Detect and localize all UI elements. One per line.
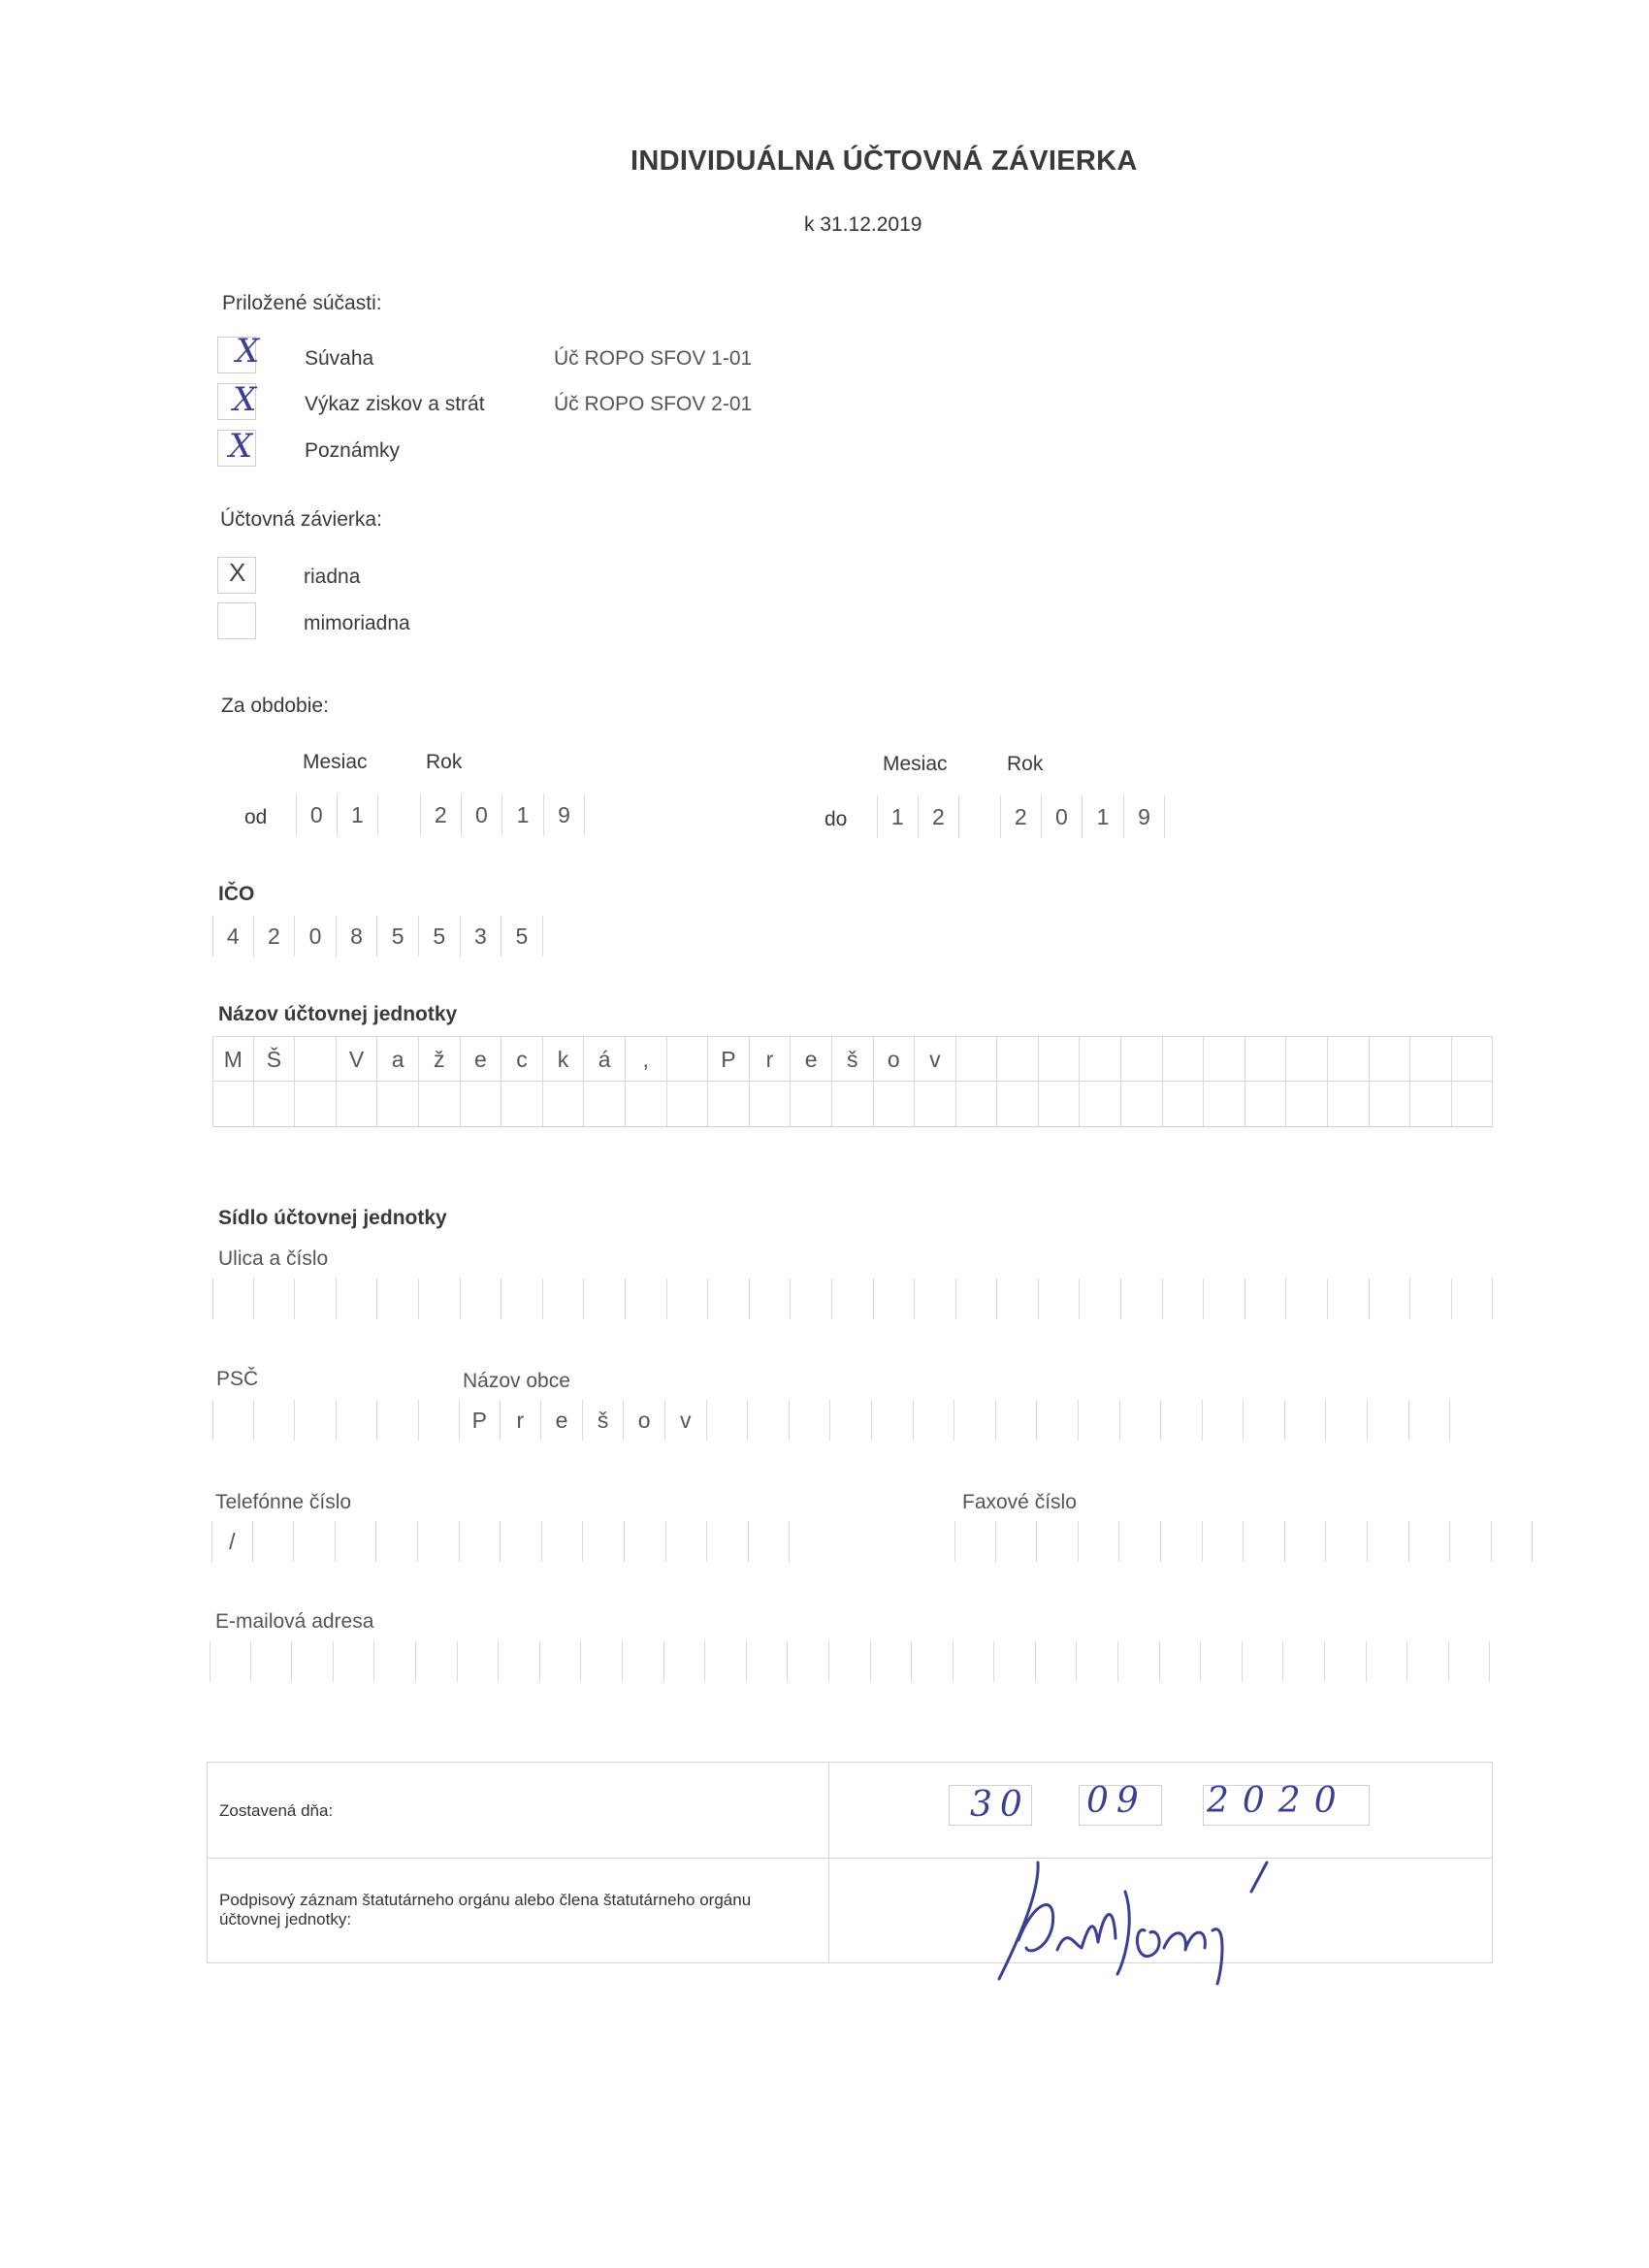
char-cell[interactable] (1163, 1279, 1205, 1319)
char-cell[interactable] (377, 1400, 419, 1441)
char-cell[interactable] (294, 1521, 336, 1562)
char-cell[interactable] (542, 1521, 584, 1562)
digit-cell[interactable]: 8 (337, 916, 378, 956)
from-month-label: Mesiac (303, 751, 368, 773)
char-cell[interactable]: / (211, 1521, 253, 1562)
attachment-name: Výkaz ziskov a strát (305, 393, 485, 415)
closing-type-label: Účtovná závierka: (220, 508, 382, 531)
char-cell[interactable] (748, 1400, 790, 1441)
char-cell[interactable] (708, 1082, 750, 1126)
char-cell[interactable] (956, 1037, 998, 1082)
char-cell[interactable] (832, 1279, 874, 1319)
char-cell[interactable] (1120, 1400, 1162, 1441)
char-cell[interactable] (788, 1641, 829, 1682)
digit-cell[interactable]: 3 (461, 916, 502, 956)
digit-cell[interactable]: 2 (919, 795, 960, 838)
date-day-handwritten: 30 (970, 1785, 1030, 1825)
char-cell[interactable]: P (459, 1400, 501, 1441)
to-year-cells[interactable] (1000, 795, 1165, 838)
char-cell[interactable] (747, 1641, 789, 1682)
char-cell[interactable]: M (212, 1037, 254, 1082)
char-cell[interactable] (872, 1400, 914, 1441)
date-month-handwritten: 09 (1086, 1781, 1147, 1821)
digit-cell[interactable]: 0 (295, 916, 337, 956)
char-cell[interactable] (829, 1641, 871, 1682)
char-cell[interactable]: r (750, 1037, 792, 1082)
to-month-cells[interactable] (877, 795, 959, 838)
char-cell[interactable]: v (665, 1400, 707, 1441)
char-cell[interactable]: o (624, 1400, 665, 1441)
char-cell[interactable] (996, 1521, 1038, 1562)
char-cell[interactable] (915, 1279, 956, 1319)
char-cell[interactable] (1039, 1037, 1081, 1082)
char-cell[interactable] (1077, 1641, 1118, 1682)
signature-label-line-1: Podpisový záznam štatutárneho orgánu alebo člena štatutárneho orgánu (219, 1891, 752, 1909)
char-cell[interactable] (251, 1641, 293, 1682)
attachments-label: Priložené súčasti: (222, 292, 382, 314)
closing-checkbox[interactable] (217, 602, 256, 639)
char-cell[interactable]: e (541, 1400, 583, 1441)
char-cell[interactable] (750, 1279, 792, 1319)
char-cell[interactable] (337, 1279, 378, 1319)
char-cell[interactable] (1161, 1521, 1203, 1562)
char-cell[interactable] (790, 1400, 831, 1441)
char-cell[interactable] (460, 1521, 501, 1562)
char-cell[interactable] (543, 1082, 585, 1126)
char-cell[interactable] (1204, 1279, 1245, 1319)
char-cell[interactable] (1328, 1279, 1370, 1319)
char-cell[interactable] (994, 1641, 1036, 1682)
attachment-code: Úč ROPO SFOV 1-01 (554, 347, 753, 370)
unit-name-row-1[interactable] (212, 1036, 1493, 1082)
char-cell[interactable] (212, 1082, 254, 1126)
digit-cell[interactable]: 5 (377, 916, 419, 956)
char-cell[interactable] (334, 1641, 375, 1682)
char-cell[interactable] (1037, 1521, 1079, 1562)
char-cell[interactable] (1201, 1641, 1243, 1682)
char-cell[interactable] (1079, 1521, 1120, 1562)
digit-cell[interactable]: 1 (502, 794, 544, 836)
char-cell[interactable] (253, 1521, 295, 1562)
char-cell[interactable] (1449, 1641, 1491, 1682)
char-cell[interactable]: á (584, 1037, 626, 1082)
char-cell[interactable] (1039, 1082, 1081, 1126)
street-label: Ulica a číslo (218, 1247, 329, 1270)
email-cells[interactable] (210, 1641, 1490, 1682)
char-cell[interactable] (295, 1400, 337, 1441)
char-cell[interactable] (374, 1641, 416, 1682)
fax-cells[interactable] (954, 1521, 1533, 1562)
char-cell[interactable] (1367, 1641, 1408, 1682)
char-cell[interactable] (1410, 1279, 1452, 1319)
char-cell[interactable] (997, 1279, 1039, 1319)
char-cell[interactable] (1286, 1279, 1328, 1319)
char-cell[interactable] (954, 1521, 996, 1562)
ico-cells[interactable] (212, 916, 543, 956)
char-cell[interactable] (1492, 1521, 1534, 1562)
from-month-cells[interactable] (296, 794, 378, 836)
char-cell[interactable]: e (461, 1037, 502, 1082)
char-cell[interactable] (1119, 1521, 1161, 1562)
char-cell[interactable] (1452, 1037, 1494, 1082)
char-cell[interactable] (956, 1279, 998, 1319)
char-cell[interactable]: š (832, 1037, 874, 1082)
char-cell[interactable] (871, 1641, 913, 1682)
char-cell[interactable] (376, 1521, 418, 1562)
char-cell[interactable] (584, 1082, 626, 1126)
char-cell[interactable] (664, 1641, 706, 1682)
char-cell[interactable]: o (874, 1037, 916, 1082)
char-cell[interactable] (707, 1400, 749, 1441)
char-cell[interactable] (1370, 1082, 1411, 1126)
digit-cell[interactable]: 1 (877, 795, 919, 838)
char-cell[interactable] (337, 1400, 378, 1441)
char-cell[interactable] (667, 1279, 709, 1319)
char-cell[interactable] (543, 1279, 585, 1319)
char-cell[interactable] (1409, 1521, 1451, 1562)
char-cell[interactable] (337, 1082, 378, 1126)
digit-cell[interactable]: 4 (212, 916, 254, 956)
handwritten-signature (980, 1833, 1406, 1989)
attachment-name: Poznámky (305, 439, 401, 462)
to-year-label: Rok (1007, 753, 1044, 775)
char-cell[interactable] (1370, 1037, 1411, 1082)
char-cell[interactable] (1368, 1400, 1409, 1441)
char-cell[interactable]: c (501, 1037, 543, 1082)
char-cell[interactable] (1244, 1400, 1285, 1441)
char-cell[interactable] (418, 1521, 460, 1562)
check-x-mark: X (236, 332, 260, 371)
char-cell[interactable] (1037, 1400, 1079, 1441)
char-cell[interactable] (666, 1521, 708, 1562)
digit-cell[interactable]: 1 (338, 794, 379, 836)
char-cell[interactable] (1204, 1082, 1245, 1126)
digit-cell[interactable]: 9 (1124, 795, 1166, 838)
char-cell[interactable] (626, 1279, 667, 1319)
char-cell[interactable] (1245, 1279, 1287, 1319)
char-cell[interactable] (581, 1641, 623, 1682)
char-cell[interactable] (1204, 1037, 1245, 1082)
char-cell[interactable] (1410, 1082, 1452, 1126)
char-cell[interactable] (295, 1279, 337, 1319)
char-cell[interactable] (499, 1641, 540, 1682)
char-cell[interactable] (1326, 1400, 1368, 1441)
char-cell[interactable] (750, 1082, 792, 1126)
char-cell[interactable] (377, 1082, 419, 1126)
psc-cells[interactable] (212, 1400, 419, 1441)
char-cell[interactable] (791, 1279, 832, 1319)
period-label: Za obdobie: (221, 695, 329, 717)
char-cell[interactable] (419, 1279, 461, 1319)
closing-option-name: mimoriadna (304, 612, 410, 634)
char-cell[interactable] (1244, 1521, 1285, 1562)
char-cell[interactable] (1039, 1279, 1081, 1319)
check-x-mark: X (233, 380, 257, 419)
street-cells[interactable] (212, 1279, 1493, 1319)
char-cell[interactable] (1160, 1641, 1202, 1682)
char-cell[interactable] (1118, 1641, 1160, 1682)
char-cell[interactable] (1080, 1279, 1121, 1319)
char-cell[interactable] (292, 1641, 334, 1682)
char-cell[interactable] (1285, 1521, 1327, 1562)
from-year-cells[interactable] (420, 794, 585, 836)
char-cell[interactable] (501, 1082, 543, 1126)
to-month-label: Mesiac (883, 753, 948, 775)
char-cell[interactable]: Š (254, 1037, 296, 1082)
char-cell[interactable] (461, 1279, 502, 1319)
digit-cell[interactable]: 2 (420, 794, 462, 836)
char-cell[interactable] (1079, 1400, 1120, 1441)
char-cell[interactable]: š (583, 1400, 625, 1441)
char-cell[interactable] (254, 1400, 296, 1441)
digit-cell[interactable]: 9 (544, 794, 586, 836)
char-cell[interactable] (583, 1521, 625, 1562)
char-cell[interactable] (1286, 1037, 1328, 1082)
char-cell[interactable] (1283, 1641, 1325, 1682)
char-cell[interactable] (501, 1279, 543, 1319)
char-cell[interactable]: ž (419, 1037, 461, 1082)
char-cell[interactable] (667, 1082, 709, 1126)
check-x-mark: X (229, 427, 253, 466)
char-cell[interactable] (1326, 1521, 1368, 1562)
char-cell[interactable] (1080, 1037, 1121, 1082)
char-cell[interactable] (791, 1082, 832, 1126)
attachment-code: Úč ROPO SFOV 2-01 (554, 393, 753, 415)
char-cell[interactable] (749, 1521, 791, 1562)
char-cell[interactable] (874, 1279, 916, 1319)
char-cell[interactable] (210, 1641, 251, 1682)
char-cell[interactable] (1121, 1082, 1163, 1126)
fax-label: Faxové číslo (962, 1491, 1077, 1513)
char-cell[interactable] (956, 1082, 998, 1126)
char-cell[interactable]: k (543, 1037, 585, 1082)
char-cell[interactable] (1121, 1279, 1163, 1319)
char-cell[interactable] (212, 1279, 254, 1319)
char-cell[interactable] (997, 1037, 1039, 1082)
char-cell[interactable]: V (337, 1037, 378, 1082)
phone-cells[interactable] (211, 1521, 790, 1562)
document-title: INDIVIDUÁLNA ÚČTOVNÁ ZÁVIERKA (630, 146, 1138, 177)
char-cell[interactable] (254, 1082, 296, 1126)
char-cell[interactable] (1036, 1641, 1078, 1682)
char-cell[interactable] (1121, 1037, 1163, 1082)
char-cell[interactable] (1080, 1082, 1121, 1126)
digit-cell[interactable]: 5 (501, 916, 543, 956)
char-cell[interactable] (1328, 1082, 1370, 1126)
char-cell[interactable] (705, 1641, 747, 1682)
char-cell[interactable] (1407, 1641, 1449, 1682)
digit-cell[interactable]: 2 (254, 916, 296, 956)
from-label: od (244, 806, 268, 828)
unit-name-row-2[interactable] (212, 1081, 1493, 1127)
char-cell[interactable] (295, 1037, 337, 1082)
char-cell[interactable] (708, 1279, 750, 1319)
digit-cell[interactable]: 5 (419, 916, 461, 956)
char-cell[interactable] (830, 1400, 872, 1441)
seat-label: Sídlo účtovnej jednotky (218, 1207, 447, 1229)
char-cell[interactable] (1325, 1641, 1367, 1682)
char-cell[interactable] (1286, 1082, 1328, 1126)
char-cell[interactable] (584, 1279, 626, 1319)
char-cell[interactable] (1450, 1521, 1492, 1562)
char-cell[interactable]: e (791, 1037, 832, 1082)
char-cell[interactable] (295, 1082, 337, 1126)
char-cell[interactable] (1245, 1082, 1287, 1126)
char-cell[interactable] (212, 1400, 254, 1441)
to-label: do (824, 808, 848, 830)
char-cell[interactable] (625, 1521, 666, 1562)
compiled-date-label: Zostavená dňa: (219, 1801, 334, 1820)
digit-cell[interactable]: 2 (1000, 795, 1042, 838)
digit-cell[interactable]: 0 (296, 794, 338, 836)
char-cell[interactable] (996, 1400, 1038, 1441)
char-cell[interactable] (1328, 1037, 1370, 1082)
signature-label (219, 1891, 821, 1929)
char-cell[interactable] (458, 1641, 500, 1682)
from-year-label: Rok (426, 751, 463, 773)
city-label: Názov obce (463, 1370, 570, 1392)
char-cell[interactable] (1452, 1279, 1494, 1319)
char-cell[interactable] (626, 1082, 667, 1126)
table-divider (828, 1763, 829, 1962)
char-cell[interactable] (1452, 1082, 1494, 1126)
char-cell[interactable] (874, 1082, 916, 1126)
char-cell[interactable] (1243, 1641, 1284, 1682)
char-cell[interactable] (1370, 1279, 1411, 1319)
char-cell[interactable] (997, 1082, 1039, 1126)
attachment-name: Súvaha (305, 347, 374, 370)
digit-cell[interactable]: 0 (1042, 795, 1083, 838)
char-cell[interactable] (623, 1641, 664, 1682)
char-cell[interactable]: a (377, 1037, 419, 1082)
check-x-mark: X (229, 558, 246, 587)
char-cell[interactable]: P (708, 1037, 750, 1082)
psc-label: PSČ (216, 1368, 259, 1390)
char-cell[interactable] (1410, 1037, 1452, 1082)
char-cell[interactable]: r (501, 1400, 542, 1441)
char-cell[interactable] (540, 1641, 582, 1682)
char-cell[interactable] (1285, 1400, 1327, 1441)
char-cell[interactable] (336, 1521, 377, 1562)
closing-option-name: riadna (304, 566, 361, 588)
unit-name-label: Názov účtovnej jednotky (218, 1003, 458, 1025)
char-cell[interactable]: , (626, 1037, 667, 1082)
date-year-handwritten: 2020 (1207, 1781, 1350, 1821)
ico-label: IČO (218, 883, 255, 905)
char-cell[interactable] (915, 1082, 956, 1126)
char-cell[interactable] (707, 1521, 749, 1562)
char-cell[interactable] (1161, 1400, 1203, 1441)
char-cell[interactable] (912, 1641, 954, 1682)
char-cell[interactable] (1203, 1400, 1245, 1441)
digit-cell[interactable]: 0 (462, 794, 503, 836)
char-cell[interactable] (954, 1641, 995, 1682)
char-cell[interactable] (1245, 1037, 1287, 1082)
char-cell[interactable] (832, 1082, 874, 1126)
char-cell[interactable] (416, 1641, 458, 1682)
char-cell[interactable] (914, 1400, 955, 1441)
char-cell[interactable] (419, 1082, 461, 1126)
char-cell[interactable] (667, 1037, 709, 1082)
char-cell[interactable] (1163, 1082, 1205, 1126)
char-cell[interactable] (461, 1082, 502, 1126)
char-cell[interactable] (377, 1279, 419, 1319)
date-line: k 31.12.2019 (804, 213, 922, 236)
digit-cell[interactable]: 1 (1083, 795, 1124, 838)
signature-label-line-2: účtovnej jednotky: (219, 1910, 352, 1928)
char-cell[interactable] (1368, 1521, 1409, 1562)
email-label: E-mailová adresa (215, 1610, 374, 1633)
char-cell[interactable] (1203, 1521, 1245, 1562)
char-cell[interactable] (1163, 1037, 1205, 1082)
char-cell[interactable] (254, 1279, 296, 1319)
char-cell[interactable] (954, 1400, 996, 1441)
city-cells[interactable] (459, 1400, 1450, 1441)
phone-label: Telefónne číslo (215, 1491, 352, 1513)
char-cell[interactable] (501, 1521, 542, 1562)
char-cell[interactable]: v (915, 1037, 956, 1082)
char-cell[interactable] (1409, 1400, 1451, 1441)
